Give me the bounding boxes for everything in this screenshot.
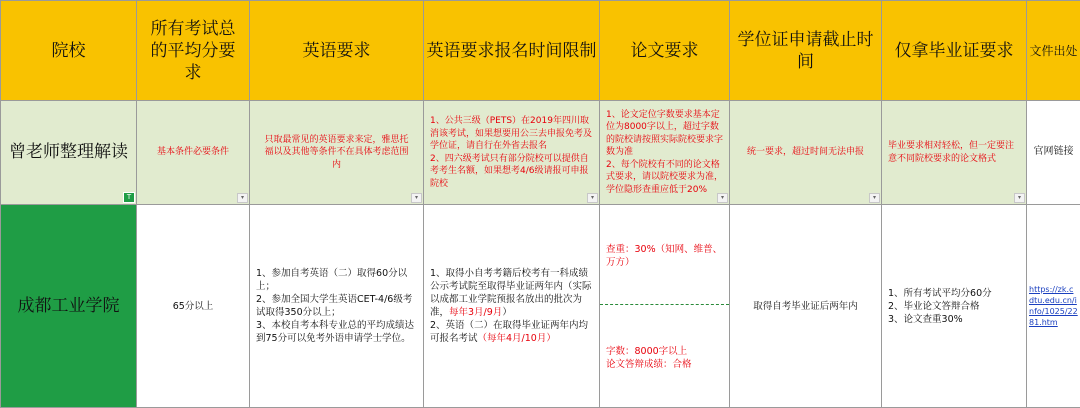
dropdown-arrow-icon[interactable]: ▾ xyxy=(1014,193,1025,203)
header-source[interactable]: 文件出处 xyxy=(1027,1,1080,101)
school-thesis-words: 字数：8000字以上 xyxy=(606,345,723,358)
teacher-thesis-cell[interactable] xyxy=(600,101,730,205)
school-avg: 65分以上 xyxy=(173,301,214,312)
teacher-source-cell[interactable] xyxy=(1027,101,1080,205)
school-english-time-1-red: 每年3月/9月 xyxy=(449,307,502,318)
teacher-english-time: 1、公共三级（PETS）在2019年四川取消该考试，如果想要用公三去申报免考及学位证，请自行在外省去报名 2、四六级考试只有部分院校可以提供自考考生名额，如果想考4/6级请报可申报院校 xyxy=(430,115,593,190)
teacher-name-cell[interactable] xyxy=(1,101,137,205)
school-deadline: 取得自考毕业证后两年内 xyxy=(753,301,858,312)
school-english-cell[interactable] xyxy=(250,205,424,408)
header-school[interactable]: 院校 xyxy=(1,1,137,101)
school-name: 成都工业学院 xyxy=(18,296,120,316)
school-english-time-1: 1、取得小自考考籍后校考有一科成绩公示考试院至取得毕业证两年内（实际以成都工业学院预报名放出的批次为准， xyxy=(430,268,592,318)
school-english-time-2: 2、英语（二）在取得毕业证两年内均可报名考试 xyxy=(430,320,588,344)
teacher-avg-cell[interactable] xyxy=(137,101,250,205)
header-english[interactable]: 英语要求 xyxy=(250,1,424,101)
header-deadline[interactable]: 学位证申请截止时间 xyxy=(730,1,882,101)
school-thesis-cell[interactable] xyxy=(600,205,730,408)
teacher-english-time-cell[interactable] xyxy=(424,101,600,205)
teacher-grad-cell[interactable] xyxy=(882,101,1027,205)
teacher-source: 官网链接 xyxy=(1034,146,1074,157)
teacher-deadline: 统一要求，超过时间无法申报 xyxy=(747,147,864,157)
header-grad-only[interactable]: 仅拿毕业证要求 xyxy=(882,1,1027,101)
thesis-divider xyxy=(600,304,729,305)
dropdown-arrow-icon[interactable]: ▾ xyxy=(237,193,248,203)
teacher-english: 只取最常见的英语要求来定，雅思托福以及其他等条件不在具体考虑范围内 xyxy=(256,134,417,172)
header-average[interactable]: 所有考试总的平均分要求 xyxy=(137,1,250,101)
school-thesis-defense: 论文答辩成绩：合格 xyxy=(606,358,723,371)
teacher-grad-only: 毕业要求相对轻松，但一定要注意不同院校要求的论文格式 xyxy=(888,140,1020,165)
school-row xyxy=(1,205,1080,408)
teacher-avg: 基本条件必要条件 xyxy=(157,147,229,157)
school-grad-cell[interactable] xyxy=(882,205,1027,408)
teacher-deadline-cell[interactable] xyxy=(730,101,882,205)
teacher-english-cell[interactable] xyxy=(250,101,424,205)
school-deadline-cell[interactable] xyxy=(730,205,882,408)
dropdown-arrow-icon[interactable]: ▾ xyxy=(411,193,422,203)
school-english-time-2-red: （每年4月/10月） xyxy=(478,333,556,344)
header-thesis[interactable]: 论文要求 xyxy=(600,1,730,101)
school-english-time-1-end: ） xyxy=(502,307,512,318)
filter-icon[interactable]: T xyxy=(123,192,135,203)
header-row xyxy=(1,1,1080,101)
school-grad-only: 1、所有考试平均分60分 2、毕业论文答辩合格 3、论文查重30% xyxy=(888,287,1020,326)
school-english-time-cell[interactable] xyxy=(424,205,600,408)
teacher-name: 曾老师整理解读 xyxy=(9,142,128,162)
teacher-thesis: 1、论文定位字数要求基本定位为8000字以上，超过字数的院校请按照实际院校要求字数为准 2、每个院校有不同的论文格式要求，请以院校要求为准，学位隐形查重应低于20% xyxy=(606,109,723,197)
school-english: 1、参加自考英语（二）取得60分以上； 2、参加全国大学生英语CET-4/6级考试取得350分以上； 3、本校自考本科专业总的平均成绩达到75分可以免考外语申请学士学位。 xyxy=(256,267,417,345)
dropdown-arrow-icon[interactable]: ▾ xyxy=(587,193,598,203)
school-source-cell[interactable] xyxy=(1027,205,1080,408)
school-avg-cell[interactable] xyxy=(137,205,250,408)
dropdown-arrow-icon[interactable]: ▾ xyxy=(717,193,728,203)
header-english-time[interactable]: 英语要求报名时间限制 xyxy=(424,1,600,101)
school-name-cell[interactable] xyxy=(1,205,137,408)
dropdown-arrow-icon[interactable]: ▾ xyxy=(869,193,880,203)
school-source-link[interactable]: https://zk.cdtu.edu.cn/info/1025/2281.htm xyxy=(1027,284,1080,328)
teacher-row xyxy=(1,101,1080,205)
school-thesis-check: 查重：30%（知网、维普、万方） xyxy=(606,243,723,269)
